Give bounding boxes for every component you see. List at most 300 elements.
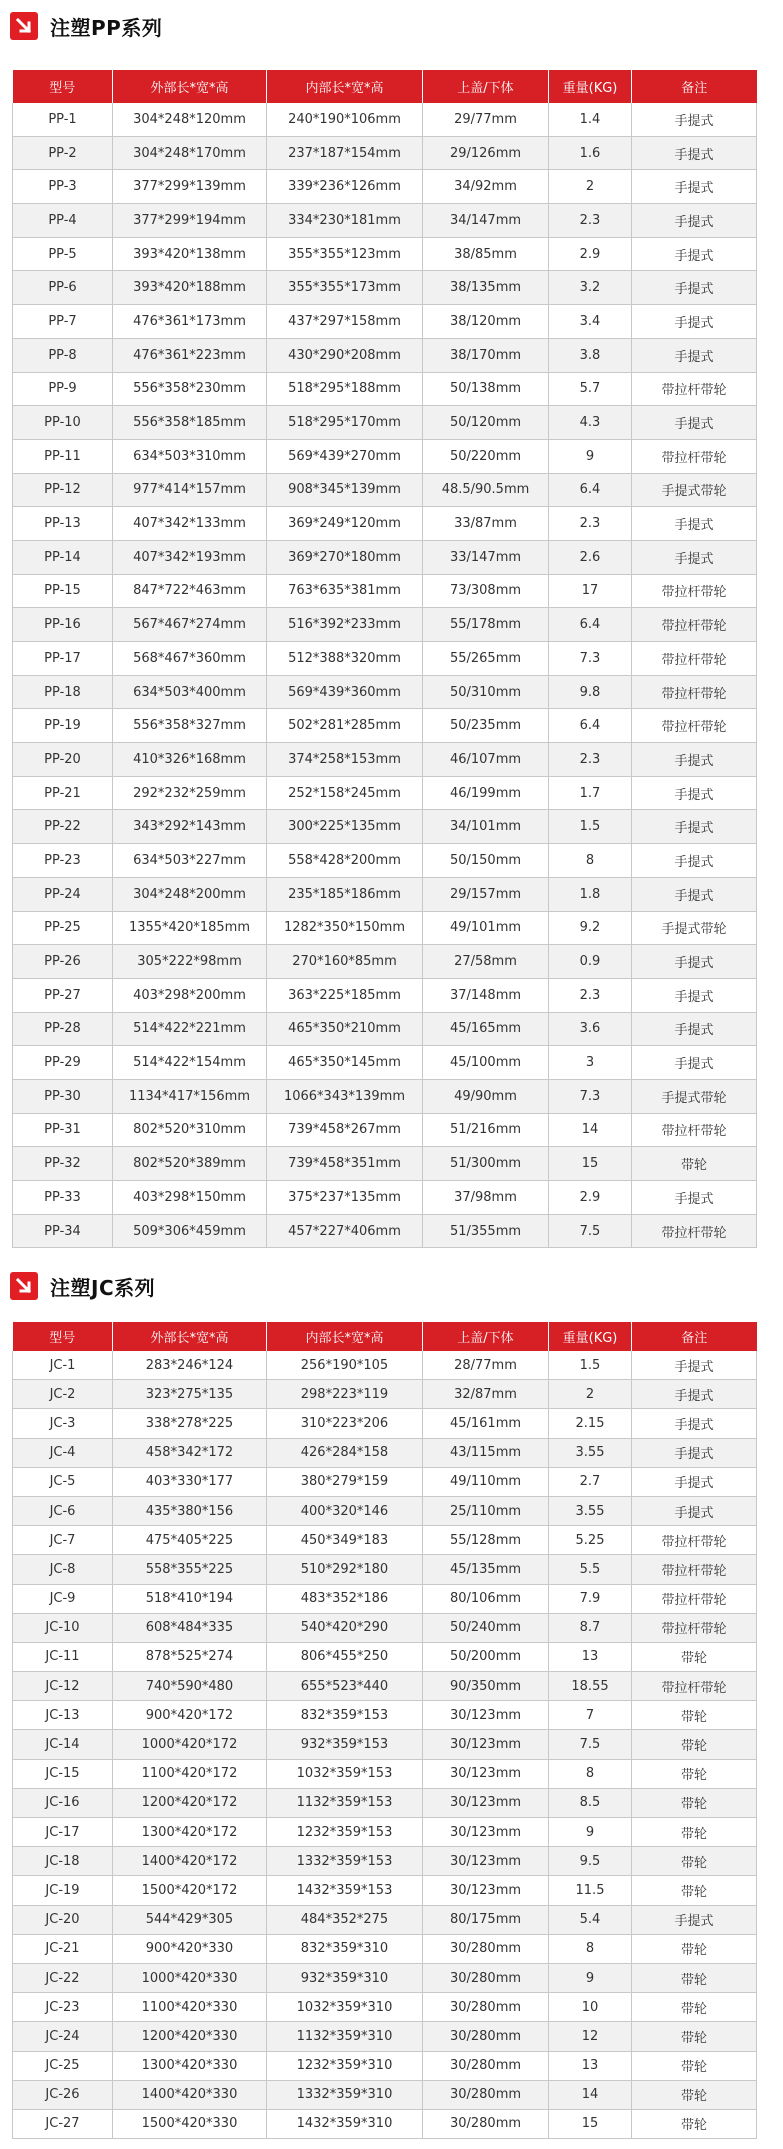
cell-model: PP-20 bbox=[13, 743, 113, 777]
cell-outer-size: 407*342*193mm bbox=[113, 540, 267, 574]
table-row bbox=[13, 1584, 757, 1613]
cell-outer-size: 1134*417*156mm bbox=[113, 1079, 267, 1113]
cell-lid-body: 28/77mm bbox=[423, 1351, 549, 1380]
cell-lid-body: 51/355mm bbox=[423, 1214, 549, 1248]
cell-weight: 2.3 bbox=[549, 978, 632, 1012]
cell-inner-size: 558*428*200mm bbox=[267, 844, 423, 878]
cell-weight: 10 bbox=[549, 1993, 632, 2022]
cell-remark: 手提式 bbox=[632, 945, 757, 979]
cell-outer-size: 305*222*98mm bbox=[113, 945, 267, 979]
cell-model: PP-13 bbox=[13, 507, 113, 541]
cell-lid-body: 43/115mm bbox=[423, 1438, 549, 1467]
cell-remark: 带轮 bbox=[632, 1642, 757, 1671]
cell-weight: 14 bbox=[549, 2080, 632, 2109]
cell-lid-body: 30/123mm bbox=[423, 1876, 549, 1905]
cell-lid-body: 51/300mm bbox=[423, 1147, 549, 1181]
cell-weight: 8.7 bbox=[549, 1613, 632, 1642]
cell-weight: 2.7 bbox=[549, 1467, 632, 1496]
table-row bbox=[13, 1438, 757, 1467]
cell-inner-size: 806*455*250 bbox=[267, 1642, 423, 1671]
table-row bbox=[13, 1993, 757, 2022]
table-row bbox=[13, 642, 757, 676]
cell-inner-size: 655*523*440 bbox=[267, 1672, 423, 1701]
cell-model: PP-14 bbox=[13, 540, 113, 574]
cell-weight: 15 bbox=[549, 2109, 632, 2138]
cell-lid-body: 50/150mm bbox=[423, 844, 549, 878]
cell-model: PP-17 bbox=[13, 642, 113, 676]
table-row bbox=[13, 1181, 757, 1215]
cell-weight: 7.9 bbox=[549, 1584, 632, 1613]
cell-inner-size: 426*284*158 bbox=[267, 1438, 423, 1467]
cell-model: JC-2 bbox=[13, 1380, 113, 1409]
cell-remark: 手提式 bbox=[632, 1496, 757, 1525]
cell-lid-body: 30/123mm bbox=[423, 1818, 549, 1847]
cell-remark: 手提式 bbox=[632, 1012, 757, 1046]
cell-remark: 手提式 bbox=[632, 406, 757, 440]
cell-weight: 2.9 bbox=[549, 237, 632, 271]
cell-outer-size: 509*306*459mm bbox=[113, 1214, 267, 1248]
cell-lid-body: 38/135mm bbox=[423, 271, 549, 305]
cell-remark: 手提式 bbox=[632, 1181, 757, 1215]
cell-model: PP-7 bbox=[13, 305, 113, 339]
cell-weight: 9 bbox=[549, 439, 632, 473]
cell-inner-size: 1132*359*153 bbox=[267, 1788, 423, 1817]
cell-outer-size: 1500*420*330 bbox=[113, 2109, 267, 2138]
jc-spec-table bbox=[12, 1322, 757, 2139]
cell-weight: 2.3 bbox=[549, 204, 632, 238]
column-header-remark: 备注 bbox=[632, 1322, 757, 1351]
cell-weight: 9 bbox=[549, 1818, 632, 1847]
cell-weight: 9.5 bbox=[549, 1847, 632, 1876]
cell-lid-body: 30/123mm bbox=[423, 1788, 549, 1817]
cell-lid-body: 50/220mm bbox=[423, 439, 549, 473]
cell-remark: 手提式 bbox=[632, 1438, 757, 1467]
cell-weight: 7.3 bbox=[549, 1079, 632, 1113]
cell-weight: 3.55 bbox=[549, 1438, 632, 1467]
table-row bbox=[13, 1905, 757, 1934]
cell-inner-size: 374*258*153mm bbox=[267, 743, 423, 777]
cell-remark: 手提式 bbox=[632, 1351, 757, 1380]
cell-lid-body: 50/200mm bbox=[423, 1642, 549, 1671]
table-row bbox=[13, 136, 757, 170]
cell-inner-size: 518*295*188mm bbox=[267, 372, 423, 406]
cell-remark: 带拉杆带轮 bbox=[632, 1584, 757, 1613]
cell-lid-body: 55/128mm bbox=[423, 1526, 549, 1555]
cell-lid-body: 30/280mm bbox=[423, 1934, 549, 1963]
cell-lid-body: 34/101mm bbox=[423, 810, 549, 844]
cell-remark: 手提式 bbox=[632, 204, 757, 238]
cell-remark: 手提式 bbox=[632, 1905, 757, 1934]
cell-inner-size: 1066*343*139mm bbox=[267, 1079, 423, 1113]
cell-inner-size: 569*439*360mm bbox=[267, 675, 423, 709]
cell-outer-size: 292*232*259mm bbox=[113, 776, 267, 810]
cell-weight: 17 bbox=[549, 574, 632, 608]
cell-weight: 2.9 bbox=[549, 1181, 632, 1215]
table-row bbox=[13, 1046, 757, 1080]
cell-weight: 3.6 bbox=[549, 1012, 632, 1046]
cell-lid-body: 30/123mm bbox=[423, 1759, 549, 1788]
cell-lid-body: 90/350mm bbox=[423, 1672, 549, 1701]
cell-model: JC-3 bbox=[13, 1409, 113, 1438]
cell-outer-size: 556*358*230mm bbox=[113, 372, 267, 406]
cell-model: PP-28 bbox=[13, 1012, 113, 1046]
cell-lid-body: 30/280mm bbox=[423, 2022, 549, 2051]
cell-outer-size: 1200*420*172 bbox=[113, 1788, 267, 1817]
cell-remark: 手提式 bbox=[632, 338, 757, 372]
cell-weight: 1.4 bbox=[549, 103, 632, 136]
cell-lid-body: 46/199mm bbox=[423, 776, 549, 810]
cell-model: JC-6 bbox=[13, 1496, 113, 1525]
cell-model: PP-21 bbox=[13, 776, 113, 810]
cell-remark: 带拉杆带轮 bbox=[632, 372, 757, 406]
cell-outer-size: 900*420*330 bbox=[113, 1934, 267, 1963]
cell-inner-size: 252*158*245mm bbox=[267, 776, 423, 810]
cell-remark: 手提式 bbox=[632, 1046, 757, 1080]
arrow-down-right-icon bbox=[10, 1272, 38, 1300]
cell-model: PP-24 bbox=[13, 877, 113, 911]
table-row bbox=[13, 103, 757, 136]
cell-outer-size: 304*248*200mm bbox=[113, 877, 267, 911]
table-row bbox=[13, 810, 757, 844]
cell-weight: 7.5 bbox=[549, 1214, 632, 1248]
cell-lid-body: 27/58mm bbox=[423, 945, 549, 979]
cell-model: JC-10 bbox=[13, 1613, 113, 1642]
cell-weight: 7.3 bbox=[549, 642, 632, 676]
cell-remark: 带轮 bbox=[632, 1730, 757, 1759]
cell-lid-body: 45/100mm bbox=[423, 1046, 549, 1080]
table-row bbox=[13, 675, 757, 709]
cell-inner-size: 483*352*186 bbox=[267, 1584, 423, 1613]
cell-inner-size: 450*349*183 bbox=[267, 1526, 423, 1555]
table-row bbox=[13, 406, 757, 440]
cell-lid-body: 38/170mm bbox=[423, 338, 549, 372]
cell-inner-size: 512*388*320mm bbox=[267, 642, 423, 676]
cell-lid-body: 30/123mm bbox=[423, 1701, 549, 1730]
cell-model: JC-14 bbox=[13, 1730, 113, 1759]
cell-remark: 手提式 bbox=[632, 1380, 757, 1409]
cell-inner-size: 369*249*120mm bbox=[267, 507, 423, 541]
cell-remark: 手提式带轮 bbox=[632, 473, 757, 507]
cell-model: JC-5 bbox=[13, 1467, 113, 1496]
cell-outer-size: 556*358*327mm bbox=[113, 709, 267, 743]
cell-remark: 带轮 bbox=[632, 1993, 757, 2022]
table-row bbox=[13, 1613, 757, 1642]
cell-remark: 带拉杆带轮 bbox=[632, 709, 757, 743]
cell-remark: 带轮 bbox=[632, 2109, 757, 2138]
cell-remark: 手提式 bbox=[632, 103, 757, 136]
cell-weight: 1.7 bbox=[549, 776, 632, 810]
cell-inner-size: 510*292*180 bbox=[267, 1555, 423, 1584]
column-header-lid-body: 上盖/下体 bbox=[423, 70, 549, 103]
column-header-outer-size: 外部长*宽*高 bbox=[113, 1322, 267, 1351]
cell-remark: 手提式 bbox=[632, 743, 757, 777]
cell-lid-body: 38/120mm bbox=[423, 305, 549, 339]
cell-lid-body: 33/87mm bbox=[423, 507, 549, 541]
cell-lid-body: 30/280mm bbox=[423, 2109, 549, 2138]
cell-outer-size: 1100*420*172 bbox=[113, 1759, 267, 1788]
column-header-weight: 重量(KG) bbox=[549, 1322, 632, 1351]
cell-weight: 3.8 bbox=[549, 338, 632, 372]
cell-model: PP-19 bbox=[13, 709, 113, 743]
cell-outer-size: 283*246*124 bbox=[113, 1351, 267, 1380]
cell-model: PP-22 bbox=[13, 810, 113, 844]
cell-outer-size: 393*420*188mm bbox=[113, 271, 267, 305]
cell-model: PP-33 bbox=[13, 1181, 113, 1215]
cell-remark: 带轮 bbox=[632, 1876, 757, 1905]
column-header-model: 型号 bbox=[13, 1322, 113, 1351]
cell-remark: 带拉杆带轮 bbox=[632, 574, 757, 608]
cell-weight: 12 bbox=[549, 2022, 632, 2051]
cell-remark: 手提式 bbox=[632, 877, 757, 911]
cell-model: PP-34 bbox=[13, 1214, 113, 1248]
cell-weight: 6.4 bbox=[549, 608, 632, 642]
table-row bbox=[13, 1496, 757, 1525]
cell-weight: 6.4 bbox=[549, 473, 632, 507]
cell-model: JC-21 bbox=[13, 1934, 113, 1963]
cell-weight: 8 bbox=[549, 1934, 632, 1963]
cell-remark: 带轮 bbox=[632, 2080, 757, 2109]
cell-lid-body: 30/123mm bbox=[423, 1847, 549, 1876]
pp-header-row bbox=[13, 70, 757, 103]
cell-outer-size: 544*429*305 bbox=[113, 1905, 267, 1934]
cell-outer-size: 410*326*168mm bbox=[113, 743, 267, 777]
cell-weight: 7 bbox=[549, 1701, 632, 1730]
table-row bbox=[13, 1701, 757, 1730]
cell-lid-body: 29/126mm bbox=[423, 136, 549, 170]
column-header-remark: 备注 bbox=[632, 70, 757, 103]
table-row bbox=[13, 2109, 757, 2138]
cell-outer-size: 518*410*194 bbox=[113, 1584, 267, 1613]
cell-model: JC-11 bbox=[13, 1642, 113, 1671]
cell-outer-size: 338*278*225 bbox=[113, 1409, 267, 1438]
table-row bbox=[13, 305, 757, 339]
cell-outer-size: 304*248*120mm bbox=[113, 103, 267, 136]
cell-remark: 手提式 bbox=[632, 271, 757, 305]
cell-model: PP-3 bbox=[13, 170, 113, 204]
cell-outer-size: 323*275*135 bbox=[113, 1380, 267, 1409]
table-row bbox=[13, 945, 757, 979]
cell-remark: 带轮 bbox=[632, 1788, 757, 1817]
cell-lid-body: 37/148mm bbox=[423, 978, 549, 1012]
cell-outer-size: 847*722*463mm bbox=[113, 574, 267, 608]
cell-inner-size: 256*190*105 bbox=[267, 1351, 423, 1380]
cell-lid-body: 49/90mm bbox=[423, 1079, 549, 1113]
cell-remark: 手提式 bbox=[632, 776, 757, 810]
table-row bbox=[13, 1759, 757, 1788]
table-row bbox=[13, 1818, 757, 1847]
table-row bbox=[13, 439, 757, 473]
cell-inner-size: 1432*359*310 bbox=[267, 2109, 423, 2138]
cell-weight: 1.5 bbox=[549, 1351, 632, 1380]
cell-model: JC-25 bbox=[13, 2051, 113, 2080]
cell-weight: 4.3 bbox=[549, 406, 632, 440]
cell-model: JC-4 bbox=[13, 1438, 113, 1467]
cell-lid-body: 49/101mm bbox=[423, 911, 549, 945]
cell-remark: 带轮 bbox=[632, 1847, 757, 1876]
cell-inner-size: 375*237*135mm bbox=[267, 1181, 423, 1215]
cell-outer-size: 343*292*143mm bbox=[113, 810, 267, 844]
cell-inner-size: 339*236*126mm bbox=[267, 170, 423, 204]
table-row bbox=[13, 338, 757, 372]
cell-remark: 手提式 bbox=[632, 1409, 757, 1438]
table-row bbox=[13, 507, 757, 541]
arrow-down-right-icon bbox=[10, 12, 38, 40]
cell-remark: 带轮 bbox=[632, 1147, 757, 1181]
cell-lid-body: 33/147mm bbox=[423, 540, 549, 574]
column-header-lid-body: 上盖/下体 bbox=[423, 1322, 549, 1351]
cell-remark: 手提式 bbox=[632, 810, 757, 844]
cell-model: JC-24 bbox=[13, 2022, 113, 2051]
cell-lid-body: 45/165mm bbox=[423, 1012, 549, 1046]
cell-inner-size: 400*320*146 bbox=[267, 1496, 423, 1525]
cell-model: PP-11 bbox=[13, 439, 113, 473]
cell-inner-size: 363*225*185mm bbox=[267, 978, 423, 1012]
table-row bbox=[13, 1847, 757, 1876]
cell-inner-size: 569*439*270mm bbox=[267, 439, 423, 473]
cell-outer-size: 1300*420*330 bbox=[113, 2051, 267, 2080]
table-row bbox=[13, 1147, 757, 1181]
cell-weight: 2 bbox=[549, 1380, 632, 1409]
cell-outer-size: 608*484*335 bbox=[113, 1613, 267, 1642]
table-row bbox=[13, 1113, 757, 1147]
table-row bbox=[13, 911, 757, 945]
cell-lid-body: 38/85mm bbox=[423, 237, 549, 271]
cell-weight: 14 bbox=[549, 1113, 632, 1147]
cell-outer-size: 377*299*194mm bbox=[113, 204, 267, 238]
table-row bbox=[13, 2051, 757, 2080]
cell-lid-body: 50/240mm bbox=[423, 1613, 549, 1642]
cell-outer-size: 567*467*274mm bbox=[113, 608, 267, 642]
cell-weight: 15 bbox=[549, 1147, 632, 1181]
column-header-inner-size: 内部长*宽*高 bbox=[267, 1322, 423, 1351]
cell-remark: 带拉杆带轮 bbox=[632, 675, 757, 709]
cell-weight: 3.2 bbox=[549, 271, 632, 305]
cell-model: JC-9 bbox=[13, 1584, 113, 1613]
cell-model: JC-13 bbox=[13, 1701, 113, 1730]
table-row bbox=[13, 978, 757, 1012]
cell-weight: 2.15 bbox=[549, 1409, 632, 1438]
table-row bbox=[13, 1876, 757, 1905]
cell-inner-size: 1032*359*310 bbox=[267, 1993, 423, 2022]
cell-model: PP-29 bbox=[13, 1046, 113, 1080]
cell-lid-body: 50/138mm bbox=[423, 372, 549, 406]
cell-weight: 13 bbox=[549, 2051, 632, 2080]
cell-outer-size: 1100*420*330 bbox=[113, 1993, 267, 2022]
cell-outer-size: 558*355*225 bbox=[113, 1555, 267, 1584]
cell-model: PP-12 bbox=[13, 473, 113, 507]
cell-inner-size: 430*290*208mm bbox=[267, 338, 423, 372]
cell-outer-size: 377*299*139mm bbox=[113, 170, 267, 204]
cell-weight: 11.5 bbox=[549, 1876, 632, 1905]
cell-outer-size: 403*330*177 bbox=[113, 1467, 267, 1496]
pp-spec-table bbox=[12, 70, 757, 1248]
cell-remark: 带拉杆带轮 bbox=[632, 1555, 757, 1584]
cell-inner-size: 355*355*123mm bbox=[267, 237, 423, 271]
table-row bbox=[13, 1730, 757, 1759]
cell-lid-body: 50/310mm bbox=[423, 675, 549, 709]
cell-model: PP-31 bbox=[13, 1113, 113, 1147]
cell-model: JC-16 bbox=[13, 1788, 113, 1817]
cell-model: JC-7 bbox=[13, 1526, 113, 1555]
cell-weight: 13 bbox=[549, 1642, 632, 1671]
cell-remark: 手提式 bbox=[632, 1467, 757, 1496]
cell-remark: 手提式 bbox=[632, 507, 757, 541]
table-row bbox=[13, 1555, 757, 1584]
cell-inner-size: 932*359*310 bbox=[267, 1963, 423, 1992]
cell-weight: 2.6 bbox=[549, 540, 632, 574]
column-header-inner-size: 内部长*宽*高 bbox=[267, 70, 423, 103]
cell-inner-size: 298*223*119 bbox=[267, 1380, 423, 1409]
cell-outer-size: 475*405*225 bbox=[113, 1526, 267, 1555]
cell-model: JC-20 bbox=[13, 1905, 113, 1934]
cell-remark: 带轮 bbox=[632, 2022, 757, 2051]
cell-inner-size: 1332*359*153 bbox=[267, 1847, 423, 1876]
cell-inner-size: 437*297*158mm bbox=[267, 305, 423, 339]
cell-weight: 2.3 bbox=[549, 507, 632, 541]
cell-lid-body: 51/216mm bbox=[423, 1113, 549, 1147]
cell-lid-body: 55/178mm bbox=[423, 608, 549, 642]
cell-model: PP-4 bbox=[13, 204, 113, 238]
cell-model: PP-27 bbox=[13, 978, 113, 1012]
cell-weight: 3.55 bbox=[549, 1496, 632, 1525]
cell-outer-size: 634*503*310mm bbox=[113, 439, 267, 473]
table-row bbox=[13, 1214, 757, 1248]
column-header-model: 型号 bbox=[13, 70, 113, 103]
cell-outer-size: 977*414*157mm bbox=[113, 473, 267, 507]
cell-weight: 5.4 bbox=[549, 1905, 632, 1934]
cell-inner-size: 237*187*154mm bbox=[267, 136, 423, 170]
cell-weight: 8 bbox=[549, 844, 632, 878]
cell-model: PP-23 bbox=[13, 844, 113, 878]
cell-inner-size: 334*230*181mm bbox=[267, 204, 423, 238]
cell-model: JC-18 bbox=[13, 1847, 113, 1876]
cell-remark: 手提式 bbox=[632, 237, 757, 271]
cell-model: JC-15 bbox=[13, 1759, 113, 1788]
table-row bbox=[13, 1409, 757, 1438]
cell-remark: 带轮 bbox=[632, 1701, 757, 1730]
table-row bbox=[13, 1079, 757, 1113]
table-row bbox=[13, 372, 757, 406]
cell-model: PP-9 bbox=[13, 372, 113, 406]
cell-outer-size: 403*298*150mm bbox=[113, 1181, 267, 1215]
cell-inner-size: 240*190*106mm bbox=[267, 103, 423, 136]
cell-outer-size: 900*420*172 bbox=[113, 1701, 267, 1730]
table-row bbox=[13, 1672, 757, 1701]
cell-inner-size: 516*392*233mm bbox=[267, 608, 423, 642]
cell-weight: 5.5 bbox=[549, 1555, 632, 1584]
cell-inner-size: 739*458*267mm bbox=[267, 1113, 423, 1147]
cell-model: JC-12 bbox=[13, 1672, 113, 1701]
cell-lid-body: 30/280mm bbox=[423, 1963, 549, 1992]
cell-model: JC-22 bbox=[13, 1963, 113, 1992]
cell-lid-body: 50/120mm bbox=[423, 406, 549, 440]
cell-remark: 带拉杆带轮 bbox=[632, 642, 757, 676]
cell-inner-size: 355*355*173mm bbox=[267, 271, 423, 305]
cell-outer-size: 304*248*170mm bbox=[113, 136, 267, 170]
cell-lid-body: 30/280mm bbox=[423, 2080, 549, 2109]
cell-lid-body: 80/106mm bbox=[423, 1584, 549, 1613]
cell-outer-size: 740*590*480 bbox=[113, 1672, 267, 1701]
cell-weight: 5.7 bbox=[549, 372, 632, 406]
cell-remark: 手提式带轮 bbox=[632, 1079, 757, 1113]
cell-remark: 带轮 bbox=[632, 1759, 757, 1788]
cell-outer-size: 568*467*360mm bbox=[113, 642, 267, 676]
table-row bbox=[13, 709, 757, 743]
cell-model: PP-1 bbox=[13, 103, 113, 136]
cell-lid-body: 45/135mm bbox=[423, 1555, 549, 1584]
cell-lid-body: 29/157mm bbox=[423, 877, 549, 911]
cell-outer-size: 634*503*400mm bbox=[113, 675, 267, 709]
